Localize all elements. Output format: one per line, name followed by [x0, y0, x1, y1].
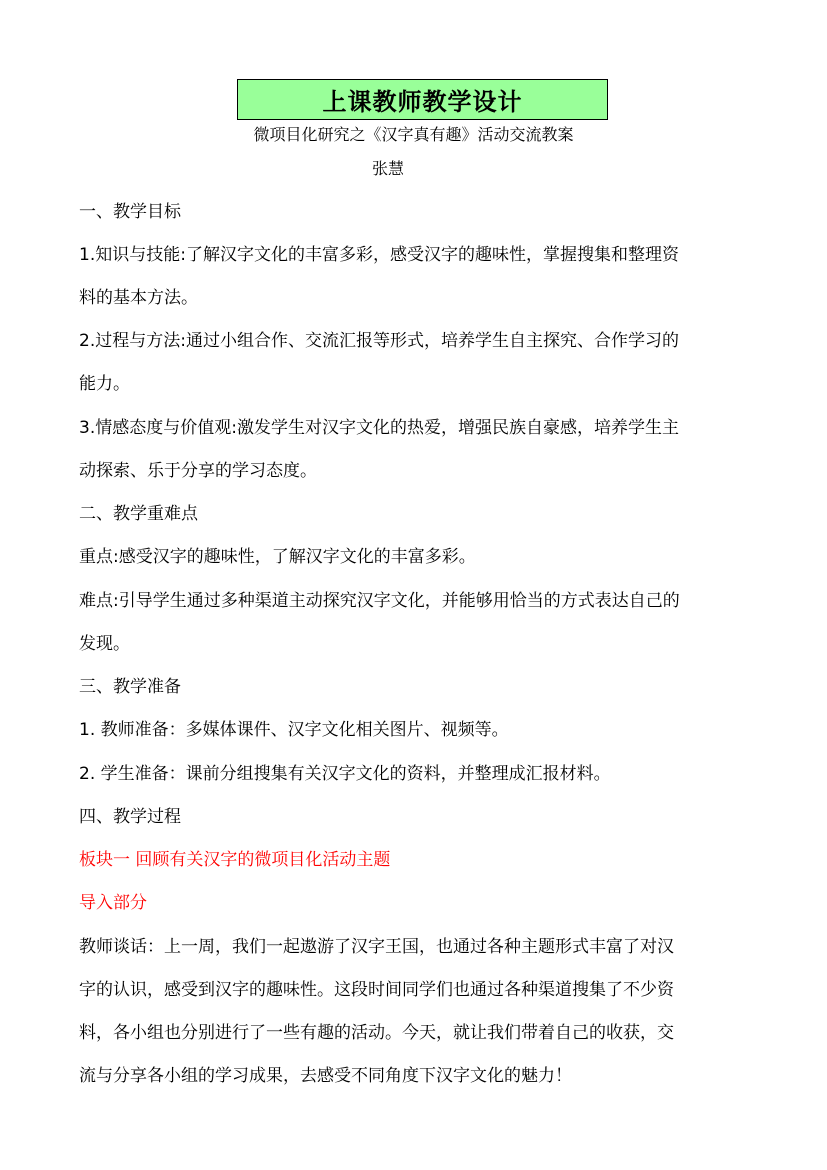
list-item: 2. 学生准备：课前分组搜集有关汉字文化的资料，并整理成汇报材料。 [79, 764, 611, 784]
paragraph-line: 料，各小组也分别进行了一些有趣的活动。今天，就让我们带着自己的收获，交 [79, 1023, 674, 1043]
section-heading-key-points: 二、教学重难点 [79, 504, 198, 524]
paragraph-line: 难点:引导学生通过多种渠道主动探究汉字文化，并能够用恰当的方式表达自己的 [79, 591, 680, 611]
document-author: 张慧 [372, 159, 405, 178]
paragraph-line: 2.过程与方法:通过小组合作、交流汇报等形式，培养学生自主探究、合作学习的 [79, 331, 679, 351]
paragraph-line: 发现。 [79, 634, 130, 654]
list-item: 1. 教师准备：多媒体课件、汉字文化相关图片、视频等。 [79, 720, 509, 740]
paragraph-line: 动探索、乐于分享的学习态度。 [79, 461, 317, 481]
paragraph-line: 能力。 [79, 374, 130, 394]
section-heading-preparation: 三、教学准备 [79, 677, 181, 697]
module-heading: 板块一 回顾有关汉字的微项目化活动主题 [79, 850, 391, 870]
paragraph-line: 字的认识，感受到汉字的趣味性。这段时间同学们也通过各种渠道搜集了不少资 [79, 980, 674, 1000]
paragraph-line: 1.知识与技能:了解汉字文化的丰富多彩，感受汉字的趣味性，掌握搜集和整理资 [79, 245, 679, 265]
paragraph-line: 流与分享各小组的学习成果，去感受不同角度下汉字文化的魅力！ [79, 1066, 572, 1086]
section-heading-objectives: 一、教学目标 [79, 202, 181, 222]
subsection-heading: 导入部分 [79, 893, 147, 913]
paragraph-line: 重点:感受汉字的趣味性，了解汉字文化的丰富多彩。 [79, 547, 476, 567]
title-box [237, 79, 608, 120]
document-title: 上课教师教学设计 [322, 88, 523, 116]
paragraph-line: 料的基本方法。 [79, 288, 198, 308]
paragraph-line: 教师谈话：上一周，我们一起遨游了汉字王国，也通过各种主题形式丰富了对汉 [79, 937, 674, 957]
document-subtitle: 微项目化研究之《汉字真有趣》活动交流教案 [253, 125, 574, 144]
section-heading-process: 四、教学过程 [79, 807, 181, 827]
paragraph-line: 3.情感态度与价值观:激发学生对汉字文化的热爱，增强民族自豪感，培养学生主 [79, 418, 679, 438]
